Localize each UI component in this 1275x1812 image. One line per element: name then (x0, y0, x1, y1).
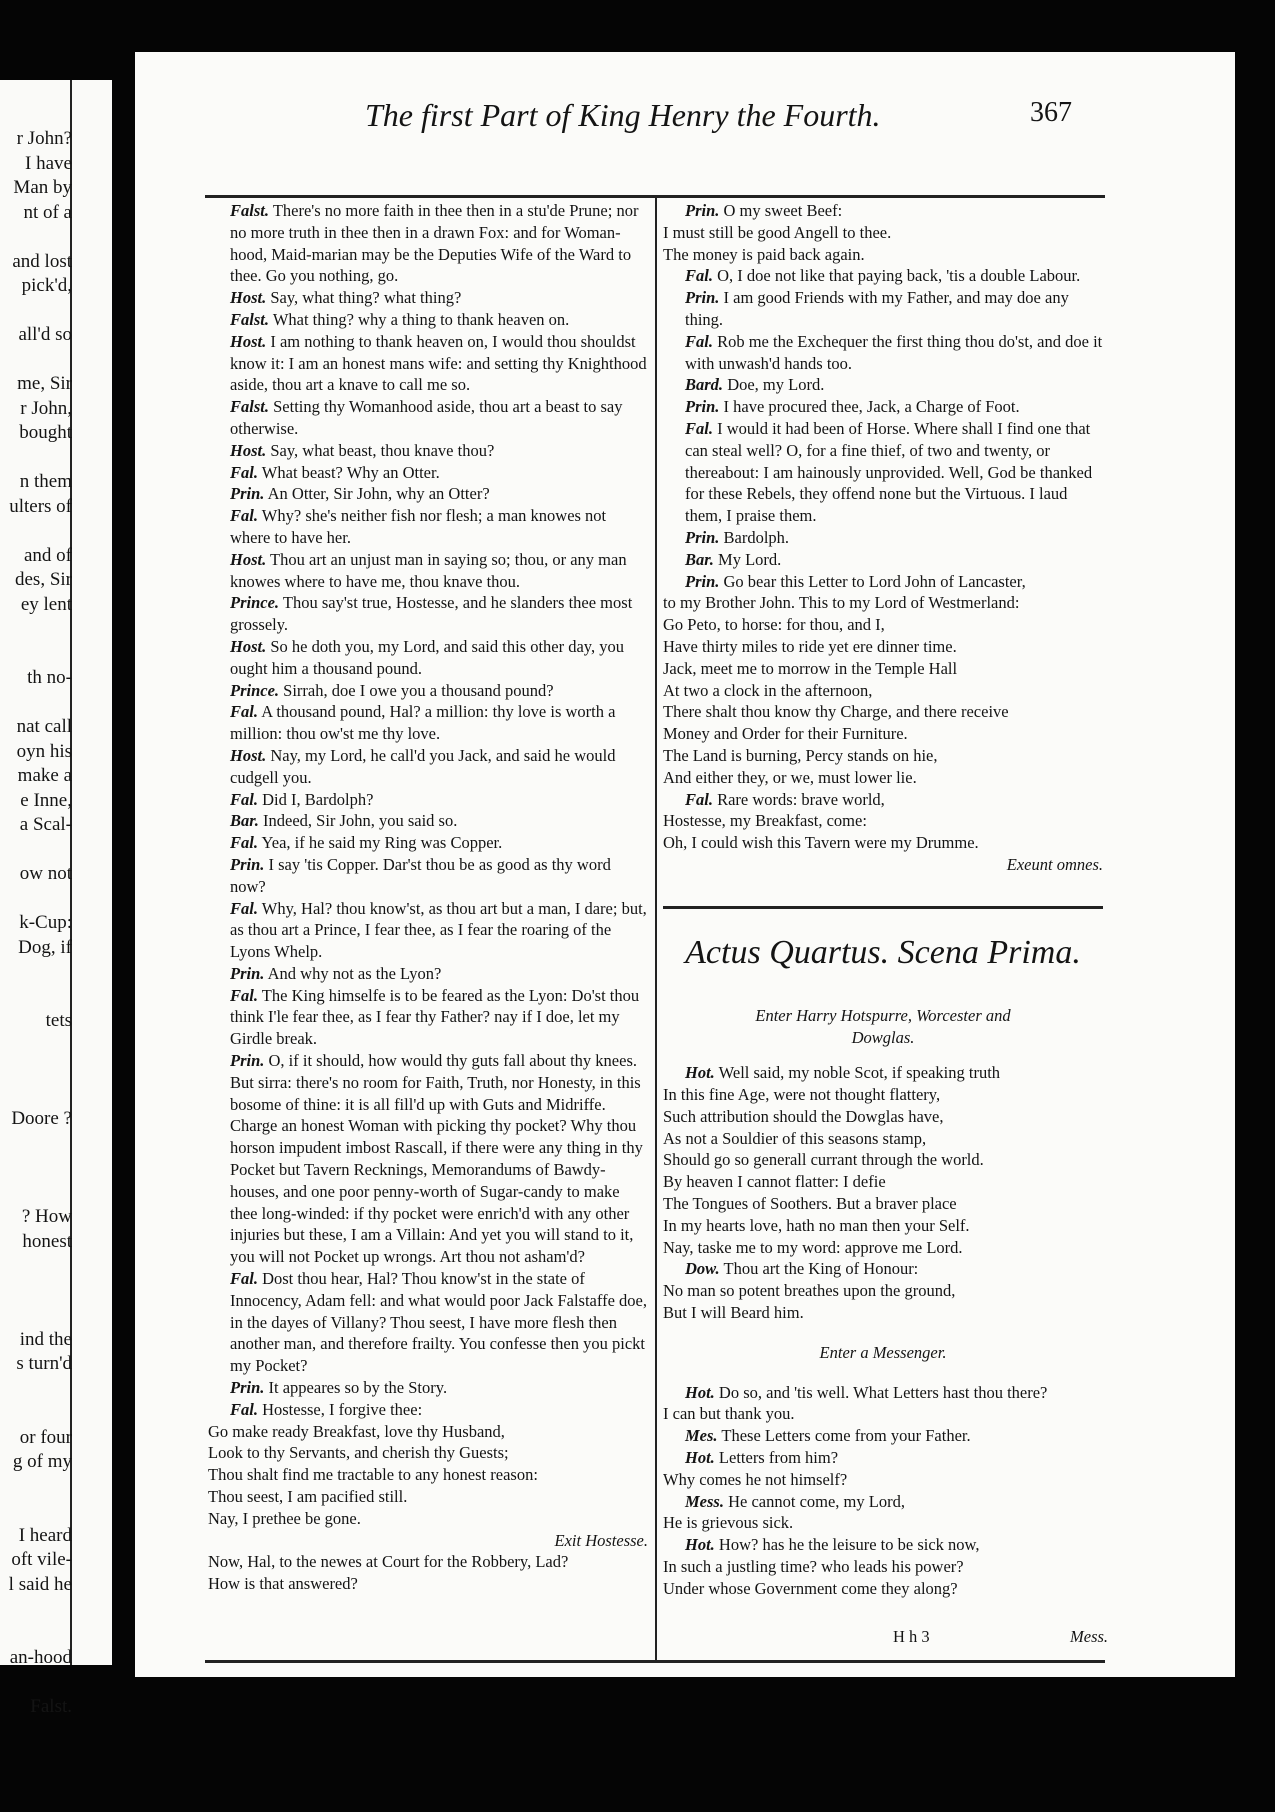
speaker-name: Fal. (230, 702, 258, 722)
speech (208, 1050, 648, 1268)
speaker-name: Fal. (685, 331, 713, 351)
margin-fragment: oyn his (16, 740, 72, 762)
margin-fragment: n them (19, 471, 72, 492)
margin-fragment: Dog, if (18, 936, 72, 958)
margin-fragment: r John? (16, 128, 72, 149)
speech-text: My Lord. (718, 549, 782, 569)
page-title: The first Part of King Henry the Fourth. (365, 97, 881, 133)
margin-fragment: ind the (19, 1328, 72, 1350)
signature-mark: H h 3 (893, 1627, 930, 1646)
speaker-name: Falst. (230, 309, 269, 329)
speech (663, 418, 1103, 527)
verse-line: Jack, meet me to morrow in the Temple Hall (663, 658, 958, 678)
margin-fragment: or four (19, 1426, 72, 1448)
verse-line: As not a Souldier of this seasons stamp, (663, 1128, 927, 1148)
margin-fragment: bought (19, 422, 72, 443)
speaker-name: Bar. (685, 549, 714, 569)
speech (208, 396, 648, 440)
speaker-name: Prin. (685, 571, 720, 591)
speech-text: I am good Friends with my Father, and may doe any thing. (685, 288, 1069, 329)
speaker-name: Prin. (685, 201, 720, 220)
speech (208, 701, 648, 745)
speech (663, 287, 1103, 331)
speech-text: Nay, my Lord, he call'd you Jack, and said he would cudgell you. (230, 745, 616, 787)
speech (208, 1399, 648, 1421)
speaker-name: Prin. (685, 527, 720, 547)
speech (663, 571, 1103, 593)
speech-text: Did I, Bardolph? (262, 789, 374, 809)
verse-line: Oh, I could wish this Tavern were my Drumme. (663, 833, 979, 853)
margin-fragment: s turn'd (16, 1353, 72, 1374)
speech-text: Indeed, Sir John, you said so. (263, 811, 458, 831)
speech-text: Why, Hal? thou know'st, as thou art but a man, I dare; but, as thou art a Prince, I fear thee, as I fear the roaring of the Lyons Whelp. (230, 898, 647, 962)
speaker-name: Fal. (230, 985, 258, 1005)
margin-fragment: ey lent (20, 593, 72, 615)
speaker-name: Hot. (685, 1063, 715, 1083)
speech (208, 745, 648, 789)
speaker-name: Fal. (230, 506, 258, 526)
verse-line: Nay, taske me to my word: approve me Lord. (663, 1237, 963, 1257)
margin-fragment: k-Cup: (19, 912, 72, 933)
speaker-name: Prince. (230, 593, 280, 613)
speech (208, 462, 648, 484)
speaker-name: Host. (230, 745, 267, 765)
verse-line: In this fine Age, were not thought flattery, (663, 1085, 941, 1105)
speaker-name: Fal. (230, 462, 258, 482)
speech (208, 985, 648, 1050)
speech-text: Sirrah, doe I owe you a thousand pound? (283, 680, 554, 700)
speech-text: O, I doe not like that paying back, 'tis a double Labour. (717, 266, 1081, 286)
speech (663, 1447, 1103, 1469)
margin-fragment: Doore ? (11, 1108, 72, 1129)
margin-fragment: and of (23, 544, 72, 566)
speaker-name: Falst. (230, 397, 269, 417)
margin-fragment: nat call (16, 716, 72, 737)
margin-fragment: I have (25, 152, 72, 174)
speech (663, 1062, 1103, 1084)
margin-fragment: an-hood (9, 1647, 72, 1668)
speaker-name: Fal. (230, 833, 258, 853)
speech (663, 789, 1103, 811)
exit-direction: Exit Hostesse. (554, 1530, 648, 1550)
verse-line: Should go so generall currant through the world. (663, 1150, 984, 1170)
speech-text: How? has he the leisure to be sick now, (718, 1535, 980, 1555)
speech (208, 810, 648, 832)
speech (208, 636, 648, 680)
margin-fragment: nt of a (23, 201, 72, 223)
speech-text: Letters from him? (718, 1448, 839, 1468)
speaker-name: Mess. (685, 1491, 724, 1511)
speech (663, 331, 1103, 375)
speech-text: The King himselfe is to be feared as the Lyon: Do'st thou think I'le fear thee, as I fear thy Father? nay if I doe, let my Girdle break. (230, 985, 640, 1049)
speech-text: Well said, my noble Scot, if speaking truth (718, 1063, 1001, 1083)
speech-text: Bardolph. (723, 527, 790, 547)
speaker-name: Host. (230, 636, 267, 656)
act-heading: Actus Quartus. Scena Prima. (685, 933, 1081, 971)
margin-fragment: me, Sir (17, 373, 72, 394)
margin-fragment: ? How (21, 1206, 72, 1227)
verse-line: Nay, I prethee be gone. (208, 1508, 361, 1528)
margin-fragment: ow not (19, 863, 72, 884)
previous-page-margin (0, 80, 112, 1717)
speech-text: O, if it should, how would thy guts fall about thy knees. But sirra: there's no room for Faith, Truth, nor Honesty, in this bosome of thine: it is all fill'd up with Guts and Midriffe. Charge an honest Woman with picking thy pocket? Why thou horson impudent imbost Rascall, if there were any thing in thy Pocket but Tavern Recknings, Memorandums of Bawdy-houses, and one poor penny-worth of Sugar-candy to make thee long-winded: if thy pocket were enrich'd with any other injuries but these, I am a Villain: And yet you will stand to it, you will not Pocket up wrongs. Art thou not asham'd? (230, 1051, 643, 1267)
speech (208, 440, 648, 462)
speaker-name: Hot. (685, 1382, 715, 1402)
speaker-name: Fal. (230, 789, 258, 809)
speaker-name: Prin. (230, 484, 265, 504)
speech-text: Why? she's neither fish nor flesh; a man knowes not where to have her. (230, 506, 607, 547)
speech-text: Do so, and 'tis well. What Letters hast thou there? (718, 1382, 1048, 1402)
speech (208, 789, 648, 811)
column-divider (655, 198, 657, 1660)
verse-line: I must still be good Angell to thee. (663, 222, 892, 242)
speech-text: What beast? Why an Otter. (261, 462, 440, 482)
verse-line: And either they, or we, must lower lie. (663, 767, 917, 787)
speech-text: And why not as the Lyon? (267, 963, 442, 983)
speech (208, 483, 648, 505)
speech-text: Setting thy Womanhood aside, thou art a beast to say otherwise. (230, 397, 623, 438)
margin-fragment: des, Sir (15, 569, 72, 590)
verse-line: Why comes he not himself? (663, 1469, 848, 1489)
speaker-name: Host. (230, 331, 267, 351)
speech-text: Rob me the Exchequer the first thing thou do'st, and doe it with unwash'd hands too. (685, 331, 1103, 373)
speech (663, 1534, 1103, 1556)
speech (663, 1382, 1103, 1404)
verse-line: Under whose Government come they along? (663, 1578, 958, 1598)
margin-fragment: Falst. (30, 1696, 72, 1717)
left-column (208, 200, 648, 1595)
speech (208, 331, 648, 396)
speech-text: Dost thou hear, Hal? Thou know'st in the state of Innocency, Adam fell: and what would poor Jack Falstaffe doe, in the dayes of Villany? Thou seest, I have more flesh then another man, and therefore frailty. You confesse then you pickt my Pocket? (230, 1269, 647, 1376)
verse-line: Go make ready Breakfast, love thy Husband, (208, 1421, 505, 1441)
speech-text: Thou art the King of Honour: (723, 1259, 919, 1279)
page-number: 367 (1030, 97, 1072, 128)
speech (663, 549, 1103, 571)
speaker-name: Bard. (685, 375, 724, 395)
margin-fragment: oft vile- (11, 1549, 72, 1570)
speech (208, 592, 648, 636)
margin-fragment: l said he (8, 1573, 72, 1595)
speaker-name: Fal. (685, 418, 713, 438)
footer-rule (205, 1660, 1105, 1663)
speech (663, 1425, 1103, 1447)
act-four-dialogue (663, 1062, 1103, 1324)
speech-text: Go bear this Letter to Lord John of Lancaster, (723, 571, 1026, 591)
margin-fragment: pick'd, (21, 275, 72, 296)
margin-fragment: make a (17, 765, 72, 786)
speech-text: What thing? why a thing to thank heaven on. (272, 309, 570, 329)
margin-fragment: r John, (20, 397, 72, 419)
speech-text: So he doth you, my Lord, and said this other day, you ought him a thousand pound. (230, 636, 624, 678)
speaker-name: Fal. (230, 1399, 258, 1419)
margin-fragment: and lost (12, 250, 72, 272)
speech (663, 265, 1103, 287)
verse-line: Hostesse, my Breakfast, come: (663, 811, 867, 831)
verse-line: At two a clock in the afternoon, (663, 680, 873, 700)
speaker-name: Fal. (685, 266, 713, 286)
speech-text: I have procured thee, Jack, a Charge of Foot. (723, 397, 1020, 417)
margin-fragment: honest (22, 1230, 72, 1252)
verse-line: The money is paid back again. (663, 244, 865, 264)
speech (663, 200, 1103, 222)
verse-line: to my Brother John. This to my Lord of Westmerland: (663, 593, 1020, 613)
verse-line: I can but thank you. (663, 1404, 795, 1424)
exit-direction: Exeunt omnes. (1006, 854, 1103, 874)
speech-text: I say 'tis Copper. Dar'st thou be as good as thy word now? (230, 854, 611, 896)
margin-fragment: ulters of (9, 495, 72, 517)
speech-text: Yea, if he said my Ring was Copper. (261, 833, 503, 853)
speaker-name: Prince. (230, 680, 280, 700)
speaker-name: Prin. (230, 854, 265, 874)
margin-fragment: a Scal- (19, 814, 72, 835)
stage-direction: Enter Harry Hotspurre, Worcester and Dowglas. (755, 1005, 1011, 1047)
margin-fragment: Man by (13, 177, 72, 198)
speaker-name: Prin. (230, 1051, 265, 1071)
stage-direction: Enter a Messenger. (819, 1342, 947, 1362)
verse-line: How is that answered? (208, 1574, 358, 1594)
verse-line: Have thirty miles to ride yet ere dinner time. (663, 636, 957, 656)
speaker-name: Prin. (230, 1378, 265, 1398)
catchword: Mess. (1070, 1627, 1109, 1646)
speaker-name: Fal. (685, 789, 713, 809)
speech (208, 832, 648, 854)
messenger-dialogue (663, 1382, 1103, 1600)
speaker-name: Mes. (685, 1426, 718, 1446)
verse-line: But I will Beard him. (663, 1303, 804, 1323)
verse-line: No man so potent breathes upon the ground, (663, 1281, 956, 1301)
speech (208, 200, 648, 287)
speech-text: These Letters come from your Father. (721, 1426, 971, 1446)
speech-text: Rare words: brave world, (717, 789, 885, 809)
speech-text: Thou say'st true, Hostesse, and he slanders thee most grossely. (230, 593, 633, 635)
speech (208, 898, 648, 963)
verse-line: Now, Hal, to the newes at Court for the Robbery, Lad? (208, 1552, 569, 1572)
speaker-name: Host. (230, 288, 267, 308)
speech (208, 505, 648, 549)
speech (208, 854, 648, 898)
speaker-name: Prin. (685, 397, 720, 417)
speech-text: I would it had been of Horse. Where shall I find one that can steal well? O, for a fine thief, of two and twenty, or thereabout: I am hainously unprovided. Well, God be thanked for these Rebels, they offend none but the Virtuous. I laud them, I praise them. (685, 418, 1093, 526)
speech-text: Doe, my Lord. (727, 375, 825, 395)
act-rule (663, 906, 1103, 909)
verse-line: Such attribution should the Dowglas have, (663, 1106, 944, 1126)
margin-fragment: e Inne, (20, 789, 72, 811)
speaker-name: Falst. (230, 201, 269, 220)
margin-fragment: all'd so (18, 324, 72, 345)
speaker-name: Hot. (685, 1448, 715, 1468)
speech (208, 309, 648, 331)
speech-text: It appeares so by the Story. (268, 1378, 448, 1398)
speech (663, 527, 1103, 549)
verse-line: In my hearts love, hath no man then your Self. (663, 1215, 970, 1235)
verse-line: Thou shalt find me tractable to any honest reason: (208, 1465, 538, 1485)
speech-text: O my sweet Beef: (723, 201, 843, 220)
speech-text: A thousand pound, Hal? a million: thy love is worth a million: thou ow'st me thy love. (230, 702, 616, 744)
verse-line: There shalt thou know thy Charge, and there receive (663, 702, 1009, 722)
right-column-scene-end (663, 200, 1103, 876)
speech-text: An Otter, Sir John, why an Otter? (267, 484, 490, 504)
speech (208, 680, 648, 702)
speaker-name: Fal. (230, 1269, 258, 1289)
verse-line: Look to thy Servants, and cherish thy Guests; (208, 1443, 509, 1463)
verse-line: By heaven I cannot flatter: I defie (663, 1172, 886, 1192)
speech (208, 287, 648, 309)
running-header (365, 95, 1072, 145)
verse-line: Money and Order for their Furniture. (663, 724, 908, 744)
speech-text: There's no more faith in thee then in a stu'de Prune; nor no more truth in thee then in a drawn Fox: and for Woman-hood, Maid-marian may be the Deputies Wife of the Ward to thee. Go you nothing, go. (230, 201, 639, 286)
speech (208, 1377, 648, 1399)
verse-line: Thou seest, I am pacified still. (208, 1487, 408, 1507)
speaker-name: Hot. (685, 1535, 715, 1555)
speech-text: Say, what thing? what thing? (270, 288, 462, 308)
speech-text: He cannot come, my Lord, (728, 1491, 905, 1511)
speech-text: Hostesse, I forgive thee: (262, 1399, 423, 1419)
speech-text: Thou art an unjust man in saying so; thou, or any man knowes where to have me, thou knave thou. (230, 549, 627, 591)
speech (663, 374, 1103, 396)
margin-fragment: I heard (18, 1524, 72, 1546)
margin-fragment: th no- (27, 667, 72, 688)
speaker-name: Bar. (230, 811, 259, 831)
verse-line: The Land is burning, Percy stands on hie, (663, 745, 938, 765)
speaker-name: Dow. (685, 1259, 720, 1279)
speaker-name: Host. (230, 549, 267, 569)
speech (663, 1258, 1103, 1280)
speaker-name: Host. (230, 440, 267, 460)
margin-fragment: g of my (12, 1451, 72, 1472)
speaker-name: Prin. (685, 288, 720, 308)
speech (663, 1491, 1103, 1513)
verse-line: Go Peto, to horse: for thou, and I, (663, 615, 885, 635)
speech (663, 396, 1103, 418)
speech-text: I am nothing to thank heaven on, I would thou shouldst know it: I am an honest mans wife: and setting thy Knighthood aside, thou art a knave to call me so. (230, 331, 647, 395)
right-column (663, 200, 1103, 1600)
speaker-name: Prin. (230, 963, 265, 983)
speech (208, 963, 648, 985)
verse-line: The Tongues of Soothers. But a braver place (663, 1194, 957, 1214)
speech (208, 549, 648, 593)
verse-line: He is grievous sick. (663, 1513, 794, 1533)
speaker-name: Fal. (230, 898, 258, 918)
speech (208, 1268, 648, 1377)
margin-fragment: tets (45, 1010, 72, 1031)
verse-line: In such a justling time? who leads his power? (663, 1557, 964, 1577)
speech-text: Say, what beast, thou knave thou? (270, 440, 495, 460)
